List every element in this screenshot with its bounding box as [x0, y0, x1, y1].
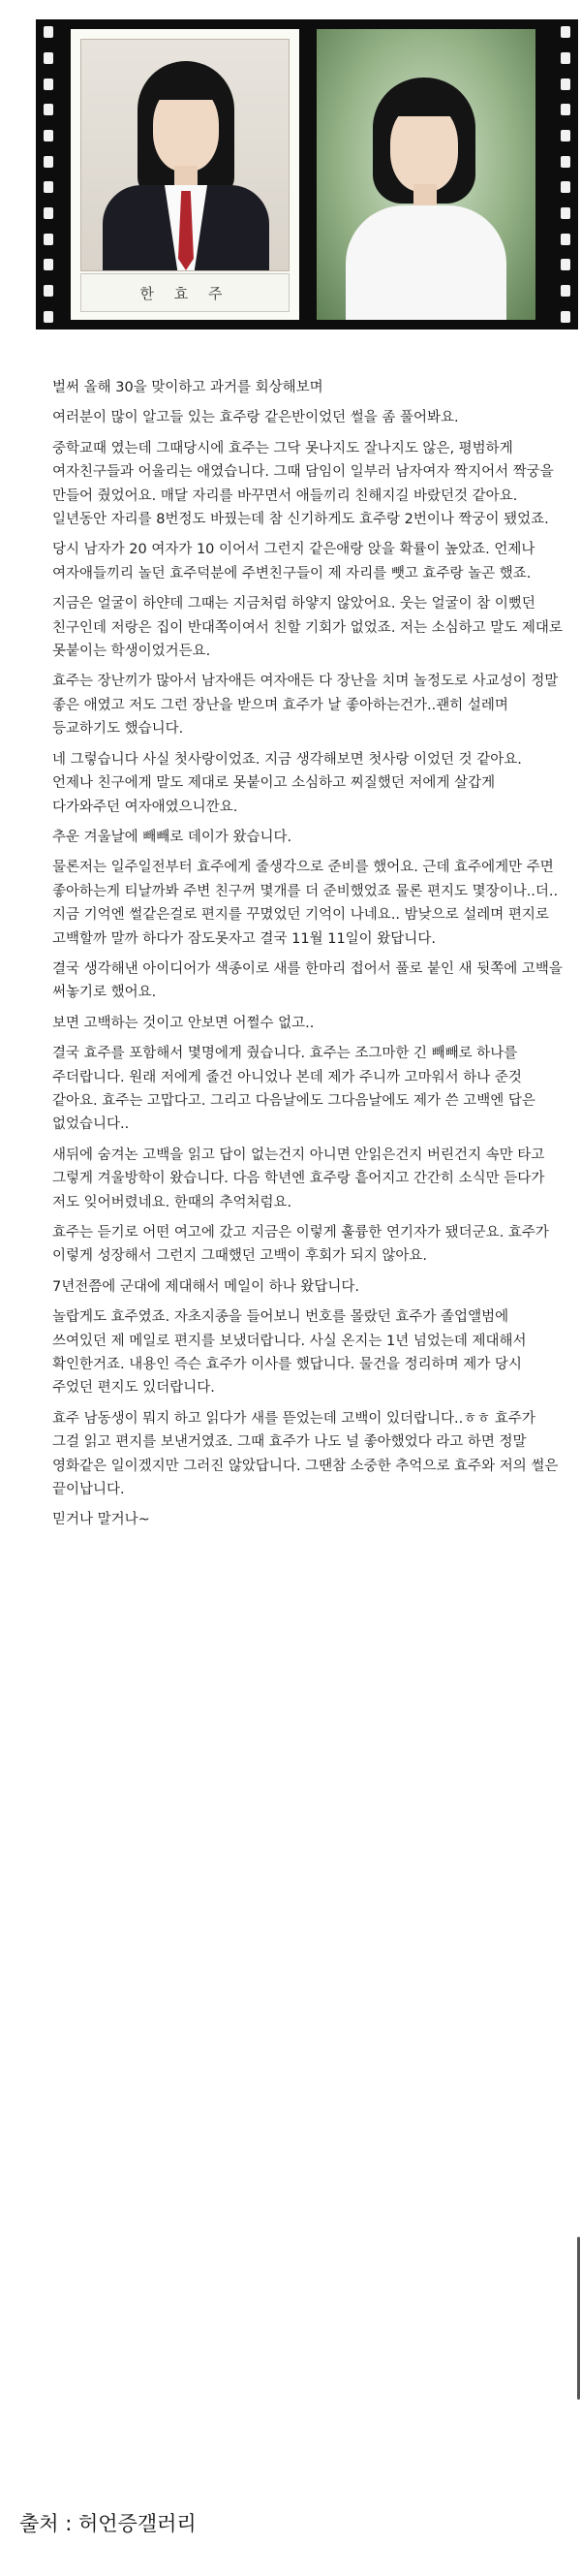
- paragraph: 중학교때 였는데 그때당시에 효주는 그닥 못나지도 잘나지도 않은, 평범하게 여자친구들과 어울리는 애였습니다. 그때 담임이 일부러 남자여자 짝지어서 짝궁을 만들어 줬었어요. 매달 자리를 바꾸면서 애들끼리 친해지길 바랐던것 같아요. 일년동안 자리를 8번정도 바꿨는데 참 신기하게도 효주랑 2번이나 짝궁이 됐었죠.: [52, 440, 554, 528]
- film-sprockets-left: [36, 19, 61, 330]
- paragraph: 네 그렇습니다 사실 첫사랑이었죠. 지금 생각해보면 첫사랑 이었던 것 같아요. 언제나 친구에게 말도 제대로 못붙이고 소심하고 찌질했던 저에게 살갑게 다가와주던 여자애였으니깐요.: [52, 751, 522, 815]
- yearbook-photo-right: [317, 29, 535, 320]
- paragraph: 새뒤에 숨겨논 고백을 읽고 답이 없는건지 아니면 안읽은건지 버린건지 속만 타고 그렇게 겨울방학이 왔습니다. 다음 학년엔 효주랑 흩어지고 간간히 소식만 듣다가 저도 잊어버렸네요. 한때의 추억처럼요.: [52, 1147, 545, 1210]
- yearbook-photo-left: [71, 29, 299, 320]
- name-tag: 한 효 주: [80, 273, 290, 312]
- portrait-background: [317, 29, 535, 320]
- article-body: [52, 376, 564, 1539]
- paragraph: 결국 생각해낸 아이디어가 색종이로 새를 한마리 접어서 풀로 붙인 새 뒷쪽에 고백을 써놓기로 했어요.: [52, 960, 563, 1001]
- portrait-background: [80, 39, 290, 271]
- paragraph: 당시 남자가 20 여자가 10 이어서 그런지 같은애랑 앉을 확률이 높았죠. 언제나 여자애들끼리 놀던 효주덕분에 주변친구들이 제 자리를 뺏고 효주랑 놀곤 했죠.: [52, 542, 535, 581]
- yearbook-photo-strip: [36, 19, 578, 330]
- paragraph: 보면 고백하는 것이고 안보면 어쩔수 없고..: [52, 1015, 315, 1031]
- paragraph: 효주는 장난끼가 많아서 남자애든 여자애든 다 장난을 치며 놀정도로 사교성이 정말 좋은 애였고 저도 그런 장난을 받으며 효주가 날 좋아하는건가..괜히 설레며 등교하기도 했습니다.: [52, 674, 559, 738]
- paragraph: 물론저는 일주일전부터 효주에게 줄생각으로 준비를 했어요. 근데 효주에게만 주면 좋아하는게 티날까봐 주변 친구꺼 몇개를 더 준비했었죠 물론 편지도 몇장이나..더.. 지금 기억엔 썰같은걸로 편지를 꾸몄었던 기억이 나네요.. 밤낮으로 설레며 편지로 고백할까 말까 하다가 잠도못자고 결국 11월 11일이 왔답니다.: [52, 860, 559, 947]
- source-credit: 출처 : 허언증갤러리: [19, 2512, 197, 2535]
- paragraph: 믿거나 말거나~: [52, 1512, 150, 1528]
- paragraph: 7년전쯤에 군대에 제대해서 메일이 하나 왔답니다.: [52, 1278, 360, 1295]
- paragraph: 추운 겨울날에 빼빼로 데이가 왔습니다.: [52, 829, 292, 845]
- paragraph: 효주 남동생이 뭐지 하고 읽다가 새를 뜯었는데 고백이 있더랍니다..ㅎㅎ 효주가 그걸 읽고 편지를 보낸거였죠. 그때 효주가 나도 널 좋아했었다 라고 하면 정말 영화같은 일이겠지만 그러진 않았답니다. 그땐참 소중한 추억으로 효주와 저의 썰은 끝이납니다.: [52, 1410, 559, 1498]
- paragraph: 여러분이 많이 알고들 있는 효주랑 같은반이었던 썰을 좀 풀어봐요.: [52, 410, 459, 426]
- paragraph: 벌써 올해 30을 맞이하고 과거를 회상해보며: [52, 380, 323, 395]
- paragraph: 지금은 얼굴이 하얀데 그때는 지금처럼 하얗지 않았어요. 웃는 얼굴이 참 이뻤던 친구인데 저랑은 집이 반대쪽이여서 친할 기회가 없었죠. 저는 소심하고 말도 제대로 못붙이는 학생이었거든요.: [52, 596, 563, 660]
- paragraph: 효주는 듣기로 어떤 여고에 갔고 지금은 이렇게 훌륭한 연기자가 됐더군요. 효주가 이렇게 성장해서 그런지 그때했던 고백이 후회가 되지 않아요.: [52, 1225, 549, 1265]
- paragraph: 놀랍게도 효주였죠. 자초지종을 들어보니 번호를 몰랐던 효주가 졸업앨범에 쓰여있던 제 메일로 편지를 보냈더랍니다. 사실 온지는 1년 넘었는데 제대해서 확인한거죠. 내용인 즉슨 효주가 이사를 했답니다. 물건을 정리하며 제가 당시 주었던 편지도 있더랍니다.: [52, 1309, 527, 1397]
- film-sprockets-right: [553, 19, 578, 330]
- paragraph: 결국 효주를 포함해서 몇명에게 줬습니다. 효주는 조그마한 긴 빼빼로 하나를 주더랍니다. 원래 저에게 줄건 아니었나 본데 제가 주니까 고마워서 하나 준것 같아요. 효주는 고맙다고. 그리고 다음날에도 그다음날에도 제가 쓴 고백엔 답은 없었습니다..: [52, 1046, 535, 1133]
- scrollbar-thumb[interactable]: [577, 2237, 580, 2400]
